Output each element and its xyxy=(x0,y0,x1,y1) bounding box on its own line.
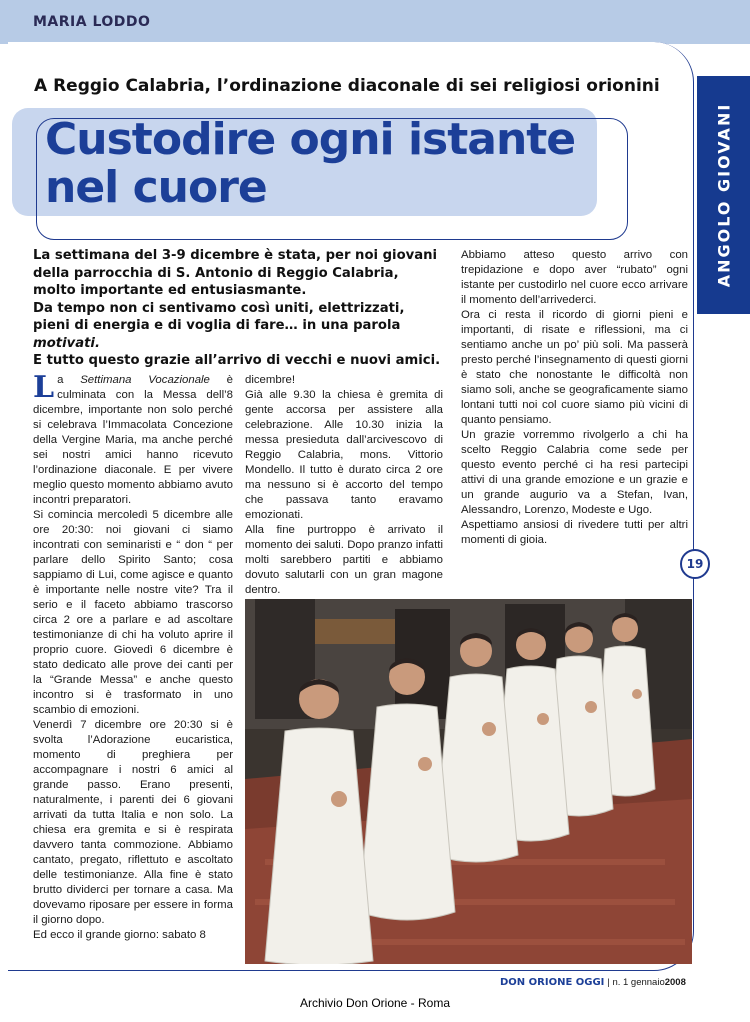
col1-paragraph-1 xyxy=(33,370,234,508)
lead-emphasis: motivati. xyxy=(33,335,100,351)
col2-paragraph-2: Già alle 9.30 la chiesa è gremita di gente accorsa per assistere alla celebrazione. Alle 10.30 inizia la messa presieduta dall’arcivescovo di Reggio Calabria, mons. Vittorio Mondello. Il tutto è durato circa 2 ore ma nessuno si è accorto del tempo che passava tanto eravamo emozionati. xyxy=(245,389,443,521)
article-column-1 xyxy=(33,370,234,943)
article-title xyxy=(45,116,605,212)
article-title-line-2: nel cuore xyxy=(45,162,267,213)
ordination-photo xyxy=(245,599,692,964)
author-name: MARIA LODDO xyxy=(33,14,151,30)
drop-cap: L xyxy=(33,370,55,405)
issue-number: n. 1 gennaio xyxy=(612,977,665,988)
archive-caption: Archivio Don Orione - Roma xyxy=(299,996,451,1010)
section-side-tab-label: ANGOLO GIOVANI xyxy=(714,102,733,288)
col2-paragraph-3: Alla fine purtroppo è arrivato il momento dei saluti. Dopo pranzo infatti molti sarebbero partiti e abbiamo dovuto salutarli con un gran magone dentro. xyxy=(245,524,443,596)
article-lead xyxy=(33,247,443,370)
footer-separator: | xyxy=(607,977,610,988)
article-column-3 xyxy=(461,248,688,548)
article-column-2 xyxy=(245,373,443,598)
col1-paragraph-3: Venerdì 7 dicembre ore 20:30 si è svolta l’Adorazione eucaristica, momento di preghiera per accompagnare i nostri 6 amici al grande passo. Erano presenti, naturalmente, i parenti dei 6 giovani arrivati da tutta Italia e non solo. La chiesa era gremita e si è respirata davvero tanta commozione. Abbiamo cantato, pregato, riflettuto e ascoltato delle testimonianze. Alla fine è stato brutto dividerci per tornare a casa. Ma dovevamo riposare per essere in forma il giorno dopo. xyxy=(33,719,233,926)
lead-paragraph-1: La settimana del 3-9 dicembre è stata, per noi giovani della parrocchia di S. Antonio di Reggio Calabria, molto importante ed entusiasmante. xyxy=(33,248,438,298)
col3-paragraph-3: Un grazie vorremmo rivolgerlo a chi ha scelto Reggio Calabria come sede per questo evento perché ci ha resi partecipi attivi di una grande emozione e un grazie e un grande augurio va a Stefan, Ivan, Alessandro, Lorenzo, Modeste e Ugo. xyxy=(461,429,688,516)
section-side-tab xyxy=(697,76,750,314)
col3-paragraph-4: Aspettiamo ansiosi di rivedere tutti per altri momenti di gioia. xyxy=(461,519,688,546)
col3-paragraph-2: Ora ci resta il ricordo di giorni pieni e importanti, di risate e riflessioni, ma ci sentiamo anche un po’ più soli. Ma passerà presto perché l’insegnamento di questi giorni è stato che nonostante le difficoltà non siamo soli, anche se geograficamente siamo lontani tutti noi col cuore siamo più vicini di quanto pensiamo. xyxy=(461,309,688,426)
article-kicker: A Reggio Calabria, l’ordinazione diaconale di sei religiosi orionini xyxy=(34,76,660,96)
article-title-line-1: Custodire ogni istante xyxy=(45,114,576,165)
ordination-photo-illustration xyxy=(245,599,692,964)
page-number: 19 xyxy=(680,549,710,579)
magazine-name: DON ORIONE OGGI xyxy=(500,977,605,988)
col2-paragraph-1: dicembre! xyxy=(245,374,296,386)
col1-paragraph-2: Si comincia mercoledì 5 dicembre alle ore 20:30: noi giovani ci siamo incontrati con seminaristi e “ don “ per parlare dello Spirito Santo; cosa sappiamo di Lui, come agisce e quanto è importante nelle nostre vite? Tra il serio e il faceto abbiamo trascorso circa 2 ore a parlare e ad ascoltare testimonianze di chi ha voluto aprire il proprio cuore. Giovedì 6 dicembre è stato dedicato alle prove dei canti per la “Grande Messa” e anche questo incontro si è trasformato in uno scambio di emozioni. xyxy=(33,509,233,716)
footer-magazine-info xyxy=(500,977,686,988)
col1-p1-emphasis: Settimana Vocazionale xyxy=(80,374,210,386)
col1-p1-rest: è culminata con la Messa dell’8 dicembre, importante non solo perché si celebrava l’Immacolata Concezione della Vergine Maria, ma anche perché sei nostri amici hanno ricevuto l’ordinazione diaconale. E per vivere meglio questo momento abbiamo avuto incontri preparatori. xyxy=(33,374,234,506)
lead-paragraph-3: E tutto questo grazie all’arrivo di vecchi e nuovi amici. xyxy=(33,353,441,368)
col1-p1-start: a xyxy=(57,374,81,386)
lead-paragraph-2 xyxy=(33,300,443,353)
issue-info xyxy=(612,977,685,988)
issue-year: 2008 xyxy=(664,977,686,988)
lead-paragraph-2-text: Da tempo non ci sentivamo così uniti, elettrizzati, pieni di energia e di voglia di fare… in una parola xyxy=(33,300,405,333)
col3-paragraph-1: Abbiamo atteso questo arrivo con trepidazione e dopo aver “rubato” ogni istante per custodirlo nel cuore ecco arrivare il momento dell’arrivederci. xyxy=(461,249,688,306)
col1-paragraph-4: Ed ecco il grande giorno: sabato 8 xyxy=(33,929,206,941)
